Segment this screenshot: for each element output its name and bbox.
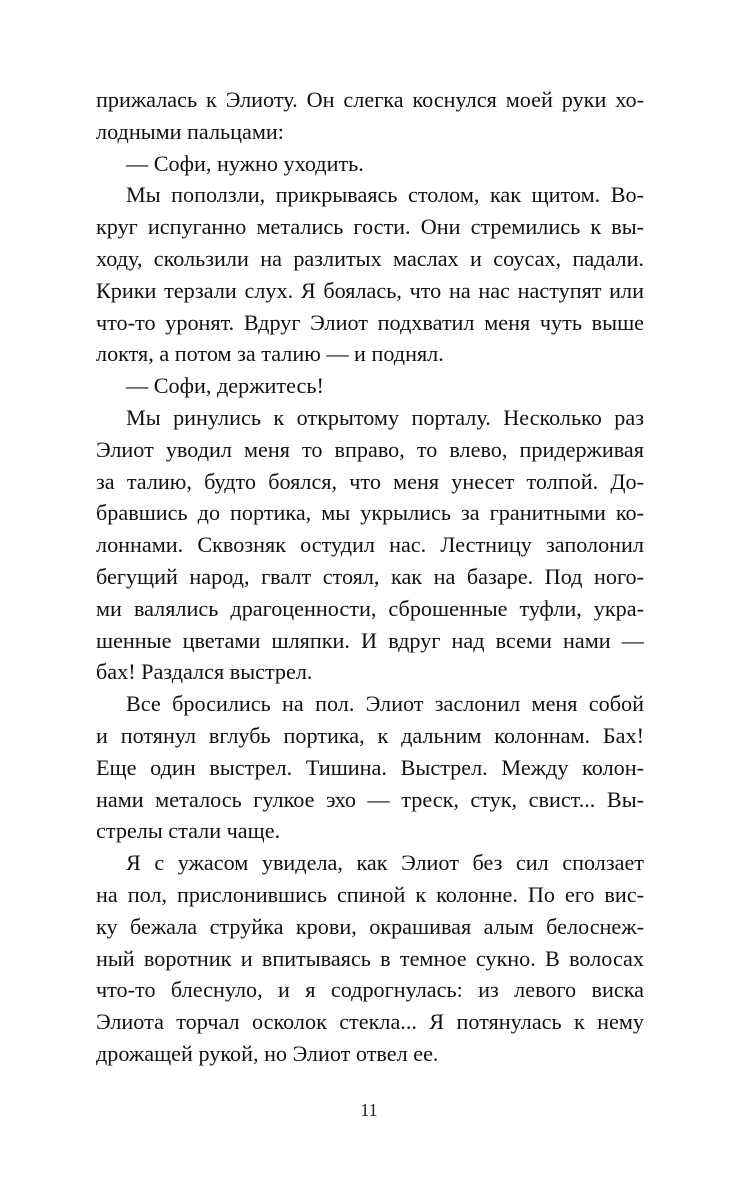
body-text xyxy=(96,84,644,1070)
text-line: на пол, прислонившись спиной к колонне. По его вис- xyxy=(96,881,644,907)
text-line: ми валялись драгоценности, сброшенные туфли, укра- xyxy=(96,595,644,621)
text-line: локтя, а потом за талию — и поднял. xyxy=(96,341,444,367)
text-line: круг испуганно метались гости. Они стремились к вы- xyxy=(96,214,644,240)
text-line: ный воротник и впитываясь в темное сукно. В волосах xyxy=(96,945,644,971)
text-line: ку бежала струйка крови, окрашивая алым белоснеж- xyxy=(96,913,644,939)
text-line: лодными пальцами: xyxy=(96,118,284,144)
text-line: стрелы стали чаще. xyxy=(96,818,281,844)
text-line: лоннами. Сквозняк остудил нас. Лестницу заполонил xyxy=(96,532,644,558)
text-line: что-то уронят. Вдруг Элиот подхватил меня чуть выше xyxy=(96,309,644,335)
text-line: прижалась к Элиоту. Он слегка коснулся моей руки хо- xyxy=(96,87,644,112)
dialogue-line: — Софи, держитесь! xyxy=(126,373,324,399)
paragraph-first-line: Мы поползли, прикрываясь столом, как щитом. Во- xyxy=(126,182,644,208)
text-line: нами металось гулкое эхо — треск, стук, свист... Вы- xyxy=(96,786,644,812)
page-number: 11 xyxy=(360,1100,378,1120)
text-line: Крики терзали слух. Я боялась, что на нас наступят или xyxy=(96,277,644,303)
text-line: ходу, скользили на разлитых маслах и соусах, падали. xyxy=(96,245,644,271)
text-line: бегущий народ, гвалт стоял, как на базаре. Под ного- xyxy=(96,563,644,589)
paragraph-first-line: Я с ужасом увидела, как Элиот без сил сползает xyxy=(126,850,644,876)
text-line: Элиот уводил меня то вправо, то влево, придерживая xyxy=(96,436,644,462)
text-line: Элиота торчал осколок стекла... Я потянулась к нему xyxy=(96,1009,644,1035)
text-line: бравшись до портика, мы укрылись за гранитными ко- xyxy=(96,500,644,526)
text-line: за талию, будто боялся, что меня унесет толпой. До- xyxy=(96,468,644,494)
paragraph-first-line: Все бросились на пол. Элиот заслонил меня собой xyxy=(126,691,644,717)
text-line: шенные цветами шляпки. И вдруг над всеми нами — xyxy=(96,627,644,653)
dialogue-line: — Софи, нужно уходить. xyxy=(126,150,364,176)
text-line: Еще один выстрел. Тишина. Выстрел. Между колон- xyxy=(96,754,644,780)
text-line: что-то блеснуло, и я содрогнулась: из левого виска xyxy=(96,977,644,1003)
text-line: бах! Раздался выстрел. xyxy=(96,659,313,685)
paragraph-first-line: Мы ринулись к открытому порталу. Несколько раз xyxy=(126,404,644,430)
text-line: дрожащей рукой, но Элиот отвел ее. xyxy=(96,1040,439,1066)
text-line: и потянул вглубь портика, к дальним колоннам. Бах! xyxy=(96,722,644,748)
